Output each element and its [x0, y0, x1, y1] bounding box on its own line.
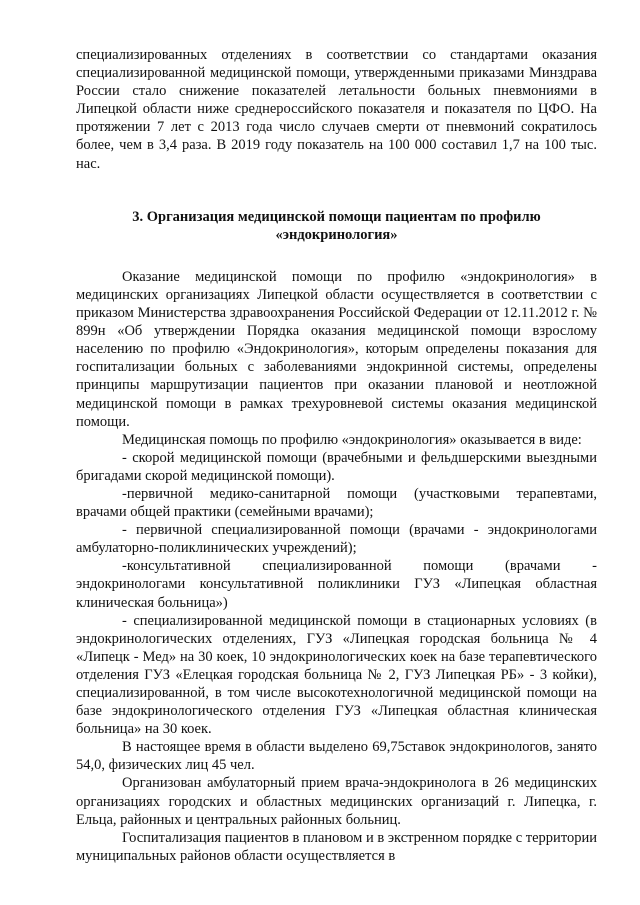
list-item-primary-care: -первичной медико-санитарной помощи (участковыми терапевтами, врачами общей практики (семейными врачами); — [76, 485, 597, 521]
section-heading-endocrinology: 3. Организация медицинской помощи пациентам по профилю «эндокринология» — [132, 208, 541, 243]
paragraph-care-forms-intro: Медицинская помощь по профилю «эндокринология» оказывается в виде: — [122, 431, 582, 448]
list-item-primary-specialized-care: - первичной специализированной помощи (врачами - эндокринологами амбулаторно-поликлинических учреждений); — [76, 522, 597, 557]
paragraph-endocrinology-order: Оказание медицинской помощи по профилю «эндокринология» в медицинских организациях Липецкой области осуществляется в соответствии с приказом Министерства здравоохранения Российской Федерации от 12.11.2012 г. № 899н «Об утверждении Порядка оказания медицинской помощи взрослому населению по профилю «Эндокринология», которым определены показания для госпитализации больных с заболеваниями эндокринной системы, определены принципы маршрутизации пациентов при оказании плановой и неотложной медицинской помощи в рамках трехуровневой системы оказания медицинской помощи. — [76, 268, 597, 430]
paragraph-staffing: В настоящее время в области выделено 69,75ставок эндокринологов, занято 54,0, физических лиц 45 чел. — [76, 739, 597, 774]
paragraph-outpatient-reception: Организован амбулаторный прием врача-эндокринолога в 26 медицинских организациях городских и областных медицинских организаций г. Липецка, г. Ельца, районных и центральных районных больниц. — [76, 775, 597, 828]
list-item-emergency-care: - скорой медицинской помощи (врачебными и фельдшерскими выездными бригадами скорой медицинской помощи). — [76, 449, 597, 484]
document-body — [76, 46, 597, 865]
list-item-consultative-care: -консультативной специализированной помощи (врачами - эндокринологами консультативной поликлиники ГУЗ «Липецкая областная клиническая больница») — [76, 558, 597, 611]
paragraph-hospitalization: Госпитализация пациентов в плановом и в экстренном порядке с территории муниципальных районов области осуществляется в — [76, 829, 597, 864]
paragraph-pneumonia-results: специализированных отделениях в соответствии со стандартами оказания специализированной медицинской помощи, утвержденными приказами Минздрава России стало снижение показателей летальности больных пневмониями в Липецкой области ниже среднероссийского показателя и показателя по ЦФО. На протяжении 7 лет с 2013 года число случаев смерти от пневмоний сократилось более, чем в 3,4 раза. В 2019 году показатель на 100 000 составил 1,7 на 100 тыс. нас. — [76, 47, 597, 172]
list-item-inpatient-care: - специализированной медицинской помощи в стационарных условиях (в эндокринологических отделениях, ГУЗ «Липецкая городская больница № 4 «Липецк - Мед» на 30 коек, 10 эндокринологических коек на базе терапевтического отделения ГУЗ «Елецкая городская больница № 2, ГУЗ Липецкая РБ» - 3 койки), специализированной, в том числе высокотехнологичной медицинской помощи на базе эндокринологического отделения ГУЗ «Липецкая областная клиническая больница» на 30 коек. — [76, 612, 597, 738]
